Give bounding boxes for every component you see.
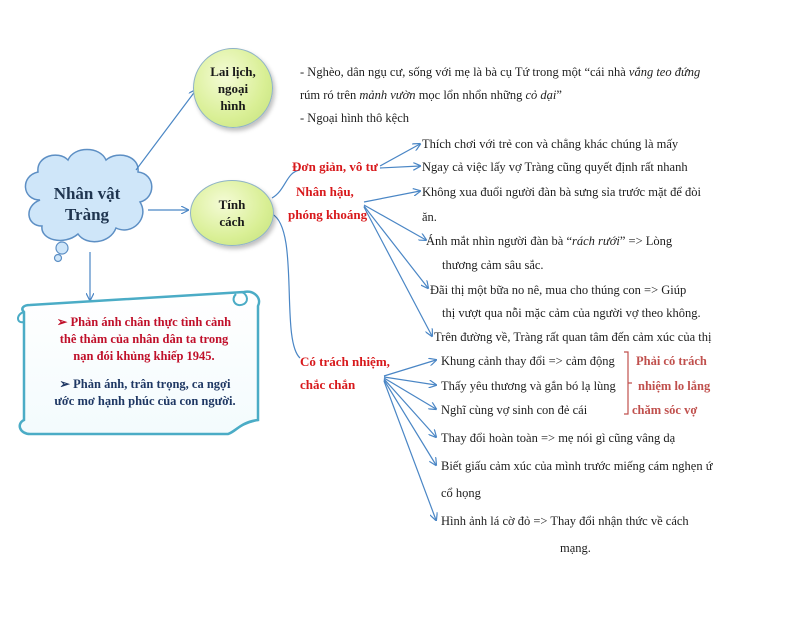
node-background-line1: Lai lịch, — [210, 63, 256, 79]
bracket-note-line1: Phải có trách — [636, 354, 707, 368]
summary-point-1-line2: thê thảm của nhân dân ta trong — [59, 332, 229, 346]
summary-point-1 — [44, 314, 244, 365]
generous-detail-2a: Ánh mắt nhìn người đàn bà “rách rưới” => Lòng — [426, 234, 673, 248]
summary-point-2 — [40, 376, 250, 410]
bracket-note-line3: chăm sóc vợ — [632, 403, 698, 417]
bracket-note-line2: nhiệm lo lắng — [638, 379, 711, 393]
bullet-icon: ➢ — [56, 315, 68, 329]
trait-generous-line1: Nhân hậu, — [296, 184, 354, 199]
responsible-detail-4: Thay đổi hoàn toàn => mẹ nói gì cũng vâng dạ — [441, 431, 676, 445]
central-node-label — [32, 183, 142, 225]
background-line1: - Nghèo, dân ngụ cư, sống với mẹ là bà cụ Tứ trong một “cái nhà vắng teo đứng — [300, 65, 701, 79]
trait-generous-line2: phóng khoáng — [288, 207, 368, 222]
background-line3: - Ngoại hình thô kệch — [300, 111, 410, 125]
responsible-detail-3: Nghĩ cùng vợ sinh con đẻ cái — [441, 403, 588, 417]
summary-point-1-line3: nạn đói khủng khiếp 1945. — [73, 349, 215, 363]
trait-responsible-line2: chắc chắn — [300, 377, 356, 392]
node-background-line3: hình — [220, 97, 246, 113]
generous-detail-4: Trên đường về, Tràng rất quan tâm đến cảm xúc của thị — [434, 330, 712, 344]
summary-point-2-line1: Phản ánh, trân trọng, ca ngợi — [73, 377, 231, 391]
node-background-line2: ngoại — [217, 80, 249, 96]
responsible-detail-6a: Hình ảnh lá cờ đỏ => Thay đổi nhận thức về cách — [441, 514, 689, 528]
responsible-detail-5b: cổ họng — [441, 486, 481, 500]
simple-detail-1: Thích chơi với trẻ con và chẳng khác chúng là mấy — [422, 137, 679, 151]
trait-responsible-line1: Có trách nhiệm, — [300, 354, 390, 369]
responsible-detail-6b: mạng. — [560, 541, 591, 555]
trait-simple: Đơn giản, vô tư — [292, 159, 378, 174]
node-personality — [190, 180, 274, 246]
responsible-detail-1: Khung cảnh thay đổi => cảm động — [441, 354, 615, 368]
responsible-detail-2: Thấy yêu thương và gắn bó lạ lùng — [441, 379, 616, 393]
central-node-line2: Tràng — [64, 205, 110, 224]
generous-detail-1a: Không xua đuổi người đàn bà sưng sỉa trước mặt để đòi — [422, 185, 701, 199]
central-node-line1: Nhân vật — [53, 184, 121, 203]
simple-detail-2: Ngay cả việc lấy vợ Tràng cũng quyết định rất nhanh — [422, 160, 688, 174]
summary-point-2-line2: ước mơ hạnh phúc của con người. — [54, 394, 236, 408]
node-background — [193, 48, 273, 128]
summary-point-1-line1: Phản ánh chân thực tình cảnh — [70, 315, 232, 329]
bullet-icon: ➢ — [59, 377, 71, 391]
background-line2: rúm ró trên mảnh vườn mọc lổn nhổn những cỏ dại” — [300, 88, 562, 102]
responsible-detail-5a: Biết giấu cảm xúc của mình trước miếng cám nghẹn ứ — [441, 459, 713, 473]
generous-detail-3b: thị vượt qua nỗi mặc cảm của người vợ theo không. — [442, 306, 701, 320]
generous-detail-2b: thương cảm sâu sắc. — [442, 258, 544, 272]
node-personality-line1: Tính — [218, 197, 246, 212]
node-personality-line2: cách — [219, 214, 245, 229]
generous-detail-3a: Đãi thị một bữa no nê, mua cho thúng con => Giúp — [430, 283, 687, 297]
generous-detail-1b: ăn. — [422, 210, 437, 224]
